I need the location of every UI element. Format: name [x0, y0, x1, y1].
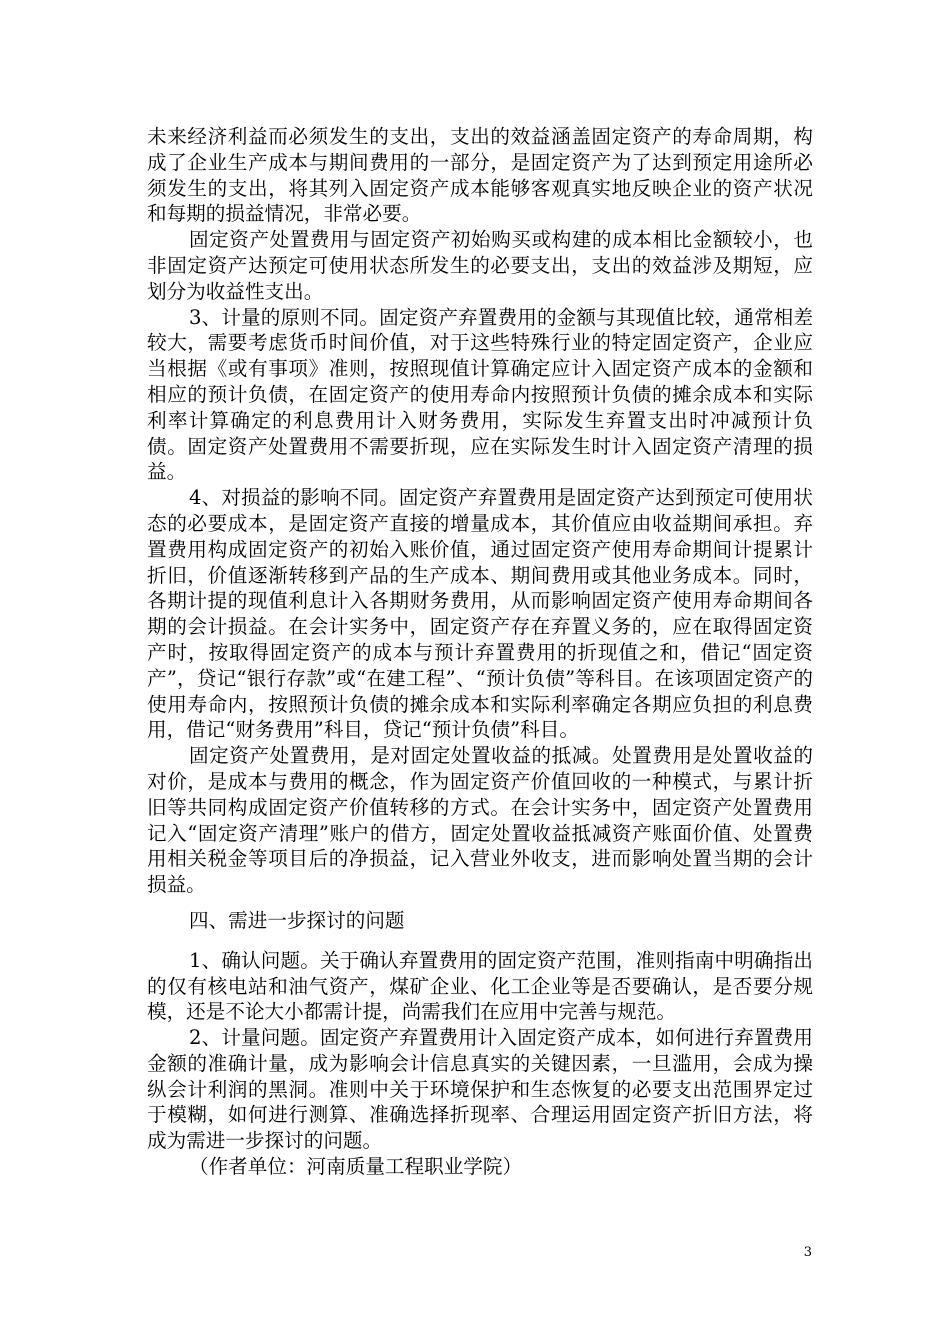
paragraph-continued: 未来经济利益而必须发生的支出，支出的效益涵盖固定资产的寿命周期，构成了企业生产成本与期间费用的一部分，是固定资产为了达到预定用途所必须发生的支出，将其列入固定资产成本能够客观真实地反映企业的资产状况和每期的损益情况，非常必要。 — [147, 125, 813, 226]
body-text — [147, 124, 813, 1180]
paragraph-profit-impact: 4、对损益的影响不同。固定资产弃置费用是固定资产达到预定可使用状态的必要成本，是固定资产直接的增量成本，其价值应由收益期间承担。弃置费用构成固定资产的初始入账价值，通过固定资产使用寿命期间计提累计折旧，价值逐渐转移到产品的生产成本、期间费用或其他业务成本。同时，各期计提的现值利息计入各期财务费用，从而影响固定资产使用寿命期间各期的会计损益。在会计实务中，固定资产存在弃置义务的，应在取得固定资产时，按取得固定资产的成本与预计弃置费用的折现值之和，借记“固定资产”，贷记“银行存款”或“在建工程”、“预计负债”等科目。在该项固定资产的使用寿命内，按照预计负债的摊余成本和实际利率确定各期应负担的利息费用，借记“财务费用”科目，贷记“预计负债”科目。 — [147, 486, 813, 742]
paragraph-measurement-principle: 3、计量的原则不同。固定资产弃置费用的金额与其现值比较，通常相差较大，需要考虑货币时间价值，对于这些特殊行业的特定固定资产，企业应当根据《或有事项》准则，按照现值计算确定应计入固定资产成本的金额和相应的预计负债，在固定资产的使用寿命内按照预计负债的摊余成本和实际利率计算确定的利息费用计入财务费用，实际发生弃置支出时冲减预计负债。固定资产处置费用不需要折现，应在实际发生时计入固定资产清理的损益。 — [147, 305, 813, 484]
section-heading: 四、需进一步探讨的问题 — [189, 908, 405, 932]
paragraph-disposal-cost: 固定资产处置费用与固定资产初始购买或构建的成本相比金额较小，也非固定资产达预定可使用状态所发生的必要支出，支出的效益涉及期短，应划分为收益性支出。 — [147, 228, 813, 303]
page-number: 3 — [803, 1245, 812, 1260]
paragraph-measurement-issue: 2、计量问题。固定资产弃置费用计入固定资产成本，如何进行弃置费用金额的准确计量，成为影响会计信息真实的关键因素，一旦滥用，会成为操纵会计利润的黑洞。准则中关于环境保护和生态恢复的必要支出范围界定过于模糊，如何进行测算、准确选择折现率、合理运用固定资产折旧方法，将成为需进一步探讨的问题。 — [147, 1026, 813, 1153]
paragraph-recognition-issue: 1、确认问题。关于确认弃置费用的固定资产范围，准则指南中明确指出的仅有核电站和油气资产，煤矿企业、化工企业等是否要确认，是否要分规模，还是不论大小都需计提，尚需我们在应用中完善与规范。 — [147, 948, 813, 1024]
paragraph-disposal-offset: 固定资产处置费用，是对固定处置收益的抵减。处置费用是处置收益的对价，是成本与费用的概念，作为固定资产价值回收的一种模式，与累计折旧等共同构成固定资产价值转移的方式。在会计实务中，固定资产处置费用记入“固定资产清理”账户的借方，固定处置收益抵减资产账面价值、处置费用相关税金等项目后的净损益，记入营业外收支，进而影响处置当期的会计损益。 — [147, 744, 813, 897]
author-affiliation: （作者单位：河南质量工程职业学院） — [189, 1155, 523, 1179]
